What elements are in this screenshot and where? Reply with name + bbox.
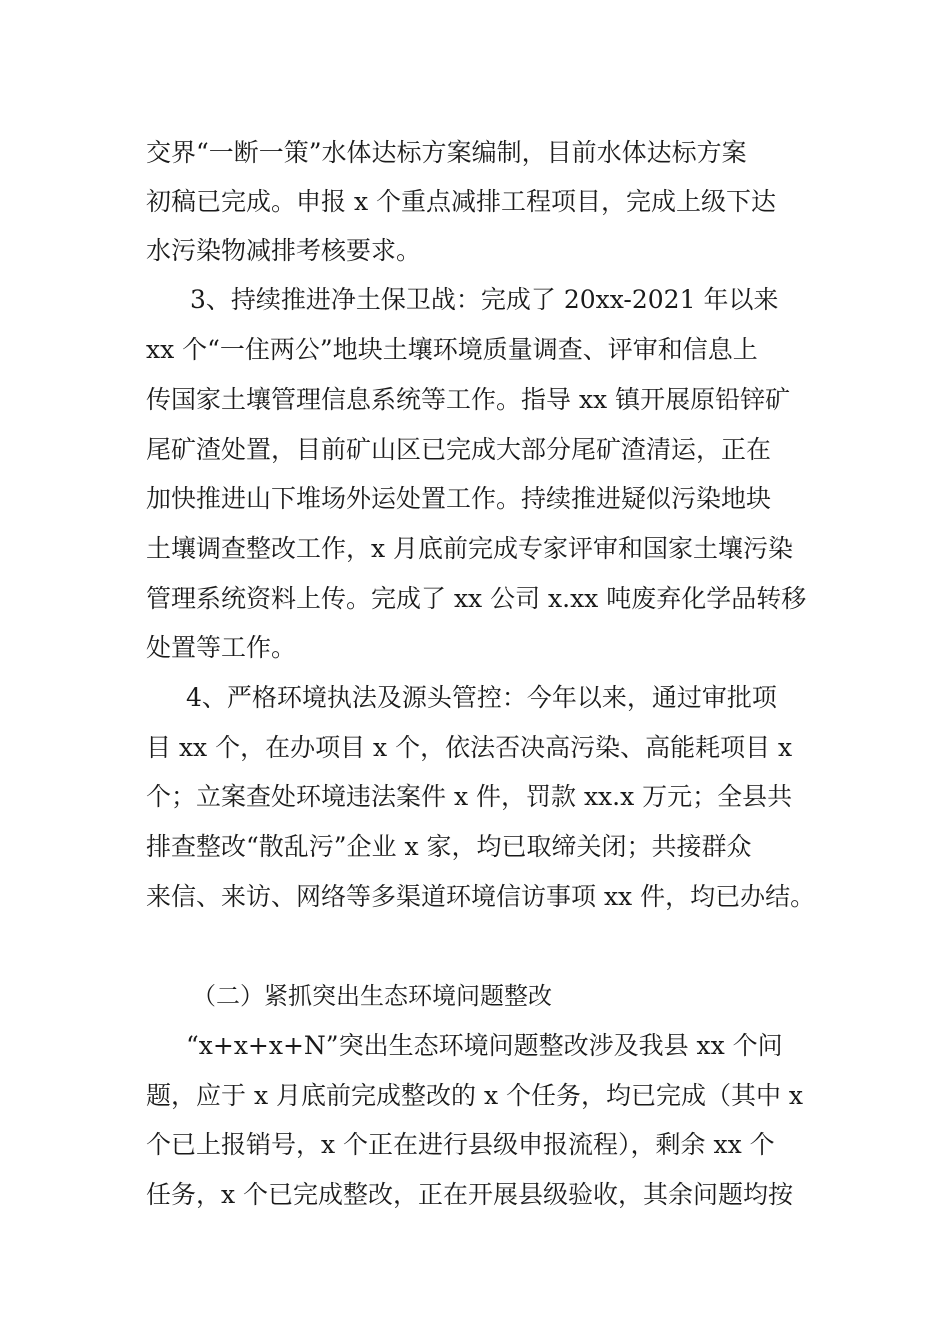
section-heading-3: 3、持续推进净土保卫战：完成了 20xx-2021 年以来	[190, 285, 779, 314]
text-line: 初稿已完成。申报 x 个重点减排工程项目，完成上级下达	[146, 187, 776, 216]
text-line: 加快推进山下堆场外运处置工作。持续推进疑似污染地块	[146, 484, 772, 513]
text-line: 水污染物减排考核要求。	[146, 236, 422, 265]
text-line: xx 个“一住两公”地块土壤环境质量调查、评审和信息上	[146, 335, 758, 364]
text-line: 来信、来访、网络等多渠道环境信访事项 xx 件，均已办结。	[146, 882, 816, 911]
text-line: 土壤调查整改工作，x 月底前完成专家评审和国家土壤污染	[146, 534, 794, 563]
text-line: 排查整改“散乱污”企业 x 家，均已取缔关闭；共接群众	[146, 832, 752, 861]
section-heading-4: 4、严格环境执法及源头管控：今年以来，通过审批项	[186, 683, 777, 712]
text-line: 个已上报销号，x 个正在进行县级申报流程），剩余 xx 个	[146, 1130, 775, 1159]
subsection-heading: （二）紧抓突出生态环境问题整改	[192, 982, 552, 1010]
text-line: 个；立案查处环境违法案件 x 件，罚款 xx.x 万元；全县共	[146, 782, 793, 811]
text-line: 传国家土壤管理信息系统等工作。指导 xx 镇开展原铅锌矿	[146, 385, 791, 414]
text-line: 交界“一断一策”水体达标方案编制，目前水体达标方案	[146, 138, 747, 167]
text-line: 管理系统资料上传。完成了 xx 公司 x.xx 吨废弃化学品转移	[146, 584, 807, 613]
text-line: “x+x+x+N”突出生态环境问题整改涉及我县 xx 个问	[186, 1031, 783, 1060]
text-line: 处置等工作。	[146, 633, 297, 662]
text-line: 目 xx 个，在办项目 x 个，依法否决高污染、高能耗项目 x	[146, 733, 793, 762]
text-line: 任务，x 个已完成整改，正在开展县级验收，其余问题均按	[146, 1180, 794, 1209]
text-line: 题，应于 x 月底前完成整改的 x 个任务，均已完成（其中 x	[146, 1081, 804, 1110]
text-line: 尾矿渣处置，目前矿山区已完成大部分尾矿渣清运，正在	[146, 435, 772, 464]
